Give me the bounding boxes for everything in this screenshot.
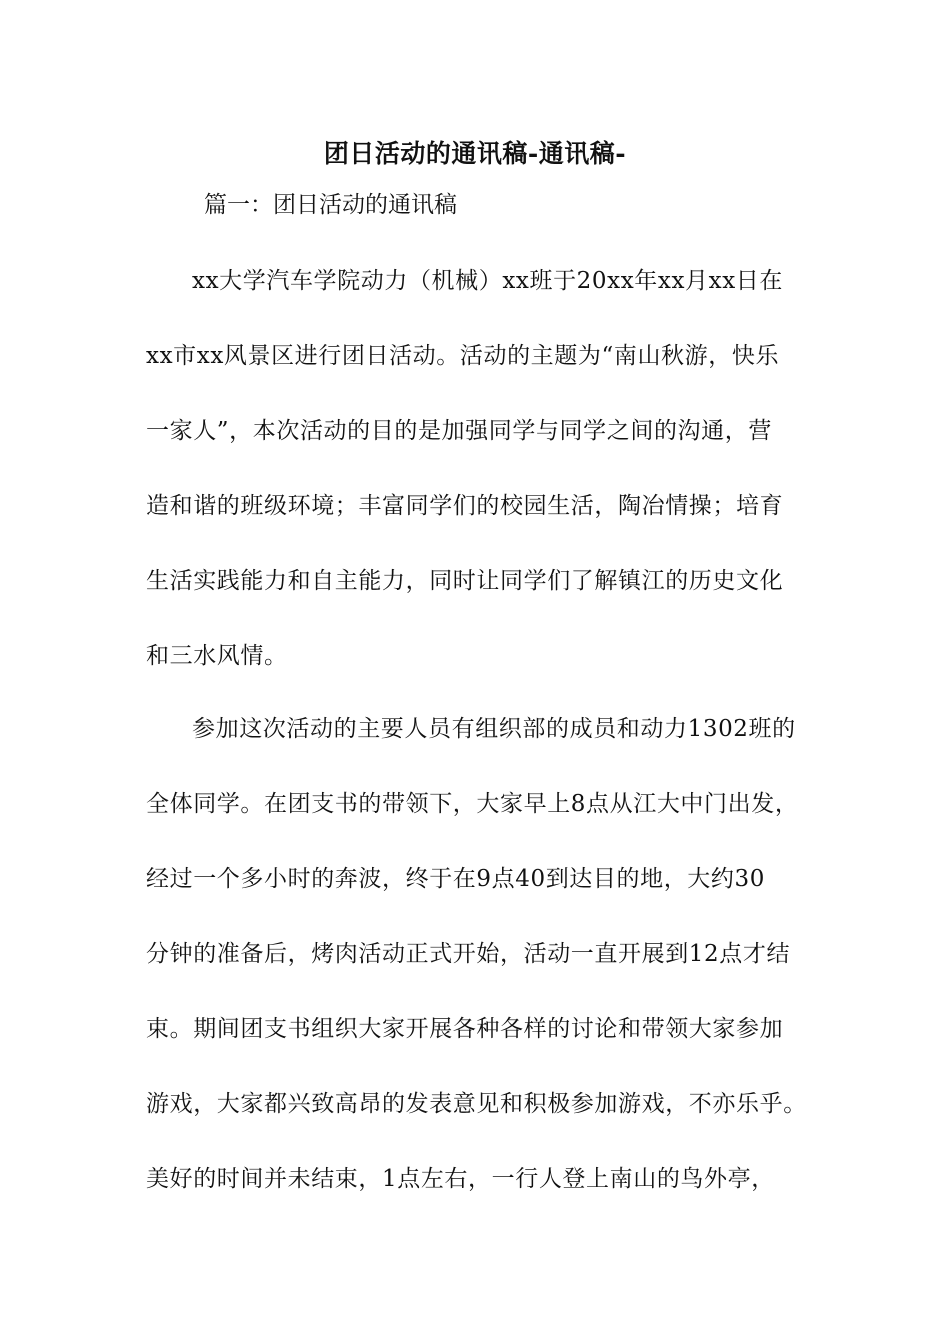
paragraph-line: 参加这次活动的主要人员有组织部的成员和动力1302班的	[192, 716, 796, 742]
paragraph-line: 造和谐的班级环境；丰富同学们的校园生活，陶冶情操；培育	[146, 493, 784, 519]
section-heading: 篇一：团日活动的通讯稿	[204, 192, 457, 218]
paragraph-line: 分钟的准备后，烤肉活动正式开始，活动一直开展到12点才结	[146, 941, 791, 967]
document-title: 团日活动的通讯稿-通讯稿-	[323, 139, 627, 168]
paragraph-line: xx大学汽车学院动力（机械）xx班于20xx年xx月xx日在	[192, 268, 783, 294]
paragraph-line: 经过一个多小时的奔波，终于在9点40到达目的地，大约30	[146, 866, 765, 892]
paragraph-line: 束。期间团支书组织大家开展各种各样的讨论和带领大家参加	[146, 1016, 784, 1042]
paragraph-line: 和三水风情。	[146, 643, 288, 669]
paragraph-line: 游戏，大家都兴致高昂的发表意见和积极参加游戏，不亦乐乎。	[146, 1091, 807, 1117]
paragraph-line: xx市xx风景区进行团日活动。活动的主题为“南山秋游，快乐	[146, 343, 780, 369]
paragraph-line: 全体同学。在团支书的带领下，大家早上8点从江大中门出发，	[146, 791, 799, 817]
paragraph-line: 一家人”，本次活动的目的是加强同学与同学之间的沟通，营	[146, 418, 772, 444]
paragraph-line: 美好的时间并未结束，1点左右，一行人登上南山的鸟外亭，	[146, 1166, 775, 1192]
paragraph-line: 生活实践能力和自主能力，同时让同学们了解镇江的历史文化	[146, 568, 784, 594]
